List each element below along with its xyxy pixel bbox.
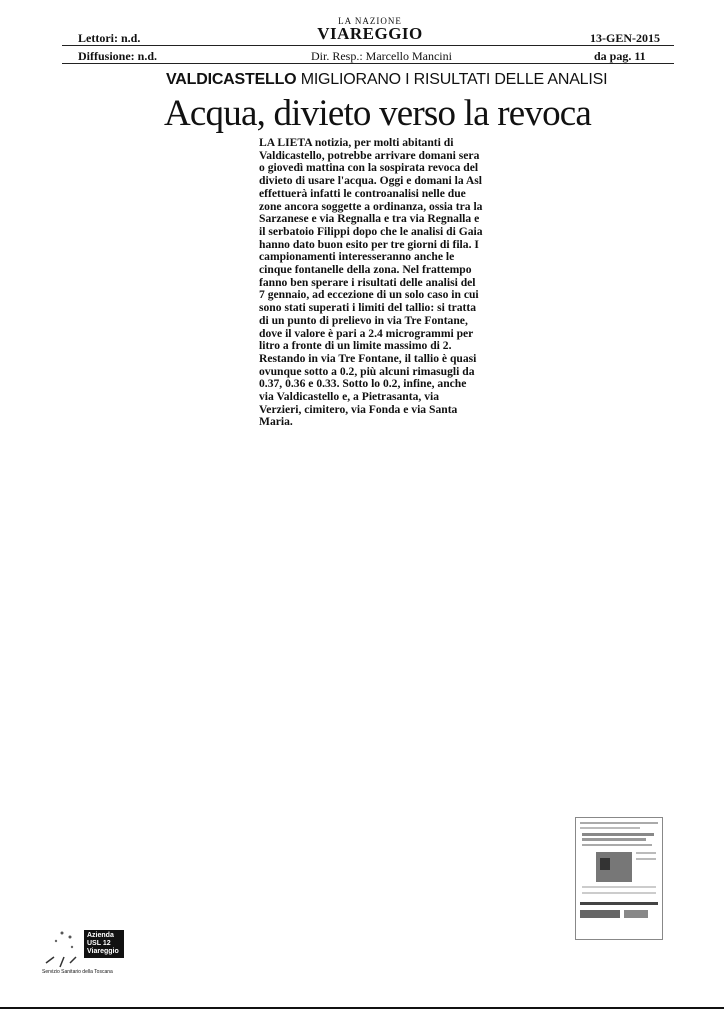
page-thumbnail-graphic (576, 818, 662, 939)
logo-line-2: USL 12 (87, 940, 111, 947)
asl-logo (42, 927, 132, 977)
asl-logo-mark (42, 927, 84, 971)
page-thumbnail (575, 817, 663, 940)
kicker-place: VALDICASTELLO (166, 71, 297, 88)
page-label: da pag. 11 (594, 49, 646, 63)
logo-line-1: Azienda (87, 932, 114, 939)
director-label: Dir. Resp.: Marcello Mancini (311, 49, 452, 63)
article-body (259, 137, 484, 429)
date-label: 13-GEN-2015 (590, 31, 660, 45)
article-kicker (166, 71, 607, 89)
article-headline: Acqua, divieto verso la revoca (164, 93, 592, 134)
kicker-text: MIGLIORANO I RISULTATI DELLE ANALISI (300, 71, 608, 88)
footer-divider (0, 1007, 724, 1009)
logo-caption: Servizio Sanitario della Toscana (42, 969, 113, 975)
lettori-label: Lettori: n.d. (78, 31, 141, 45)
newspaper-name: VIAREGGIO (317, 24, 423, 43)
header-divider-top (62, 45, 674, 46)
article-lead: LA LIETA (259, 136, 312, 149)
header-divider-bottom (62, 63, 674, 64)
asl-logo-box (84, 930, 124, 958)
logo-line-3: Viareggio (87, 948, 119, 955)
newspaper-group: LA NAZIONE (338, 16, 402, 26)
diffusione-label: Diffusione: n.d. (78, 49, 158, 63)
article-text: notizia, per molti abitanti di Valdicastello, potrebbe arrivare domani sera o giovedì mattina con la sospirata revoca del divieto di usare l'acqua. Oggi e domani la Asl effettuerà infatti le controanalisi nelle due zone ancora soggette a ordinanza, ossia tra la Sarzanese e via Regnalla e tra via Regnalla e il serbatoio Filippi dopo che le analisi di Gaia hanno dato buon esito per tre giorni di fila. I campionamenti interesseranno anche le cinque fontanelle della zona. Nel frattempo fanno ben sperare i risultati delle analisi del 7 gennaio, ad eccezione di un solo caso in cui sono stati superati i limiti del tallio: si tratta di un punto di prelievo in via Tre Fontane, dove il valore è pari a 2.4 microgrammi per litro a fronte di un limite massimo di 2. Restando in via Tre Fontane, il tallio è quasi ovunque sotto a 0.2, più alcuni rimasugli da 0.37, 0.36 e 0.33. Sotto lo 0.2, infine, anche via Valdicastello e, a Pietrasanta, via Verzieri, cimitero, via Fonda e via Santa Maria. (259, 136, 483, 429)
